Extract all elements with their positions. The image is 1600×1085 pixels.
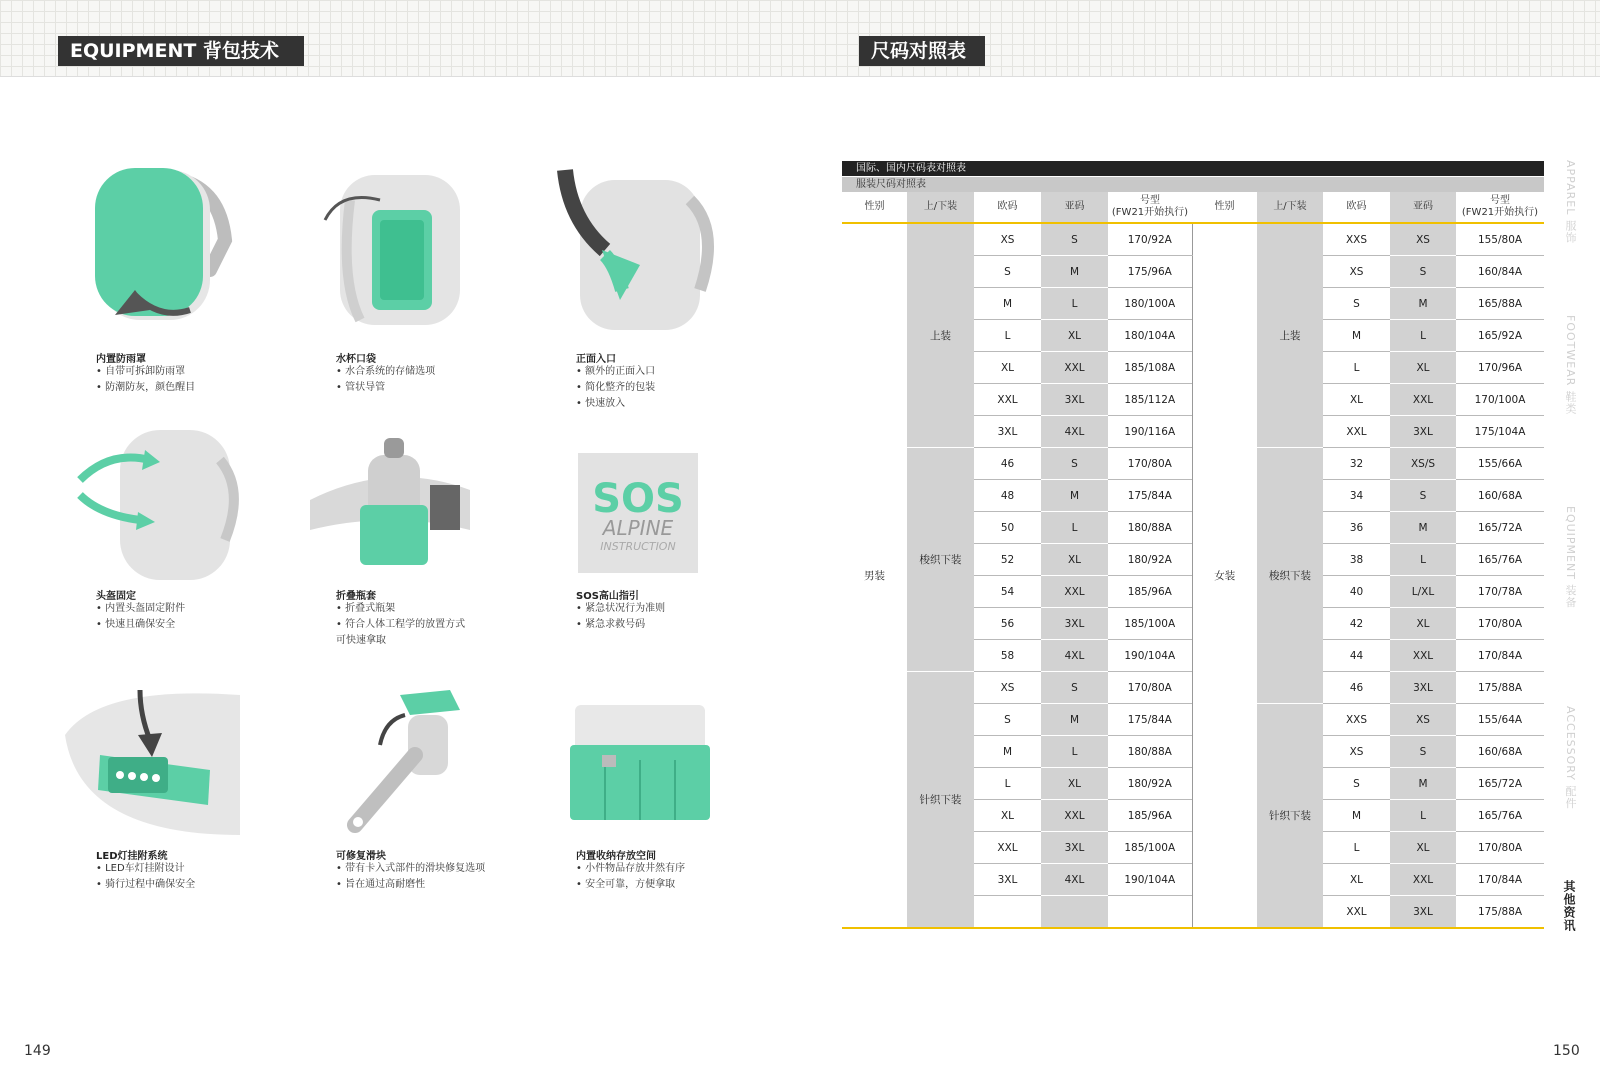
feature-title: 可修复滑块 xyxy=(336,851,386,862)
feature-point: • 内置头盔固定附件 xyxy=(96,603,186,614)
col-model-label: 号型 xyxy=(1140,195,1160,206)
feature-title: 内置防雨罩 xyxy=(96,354,146,365)
model-cell: 185/108A xyxy=(1108,352,1192,384)
eu-size-cell: L xyxy=(1323,352,1390,384)
asia-size-cell: L/XL xyxy=(1390,576,1456,608)
model-cell: 170/84A xyxy=(1456,864,1544,896)
feature-title: LED灯挂附系统 xyxy=(96,851,168,862)
eu-size-cell: M xyxy=(1323,320,1390,352)
asia-size-cell: XXL xyxy=(1041,576,1108,608)
eu-size-cell: 58 xyxy=(974,640,1041,672)
zipper-slider-icon xyxy=(300,685,490,845)
asia-size-cell: M xyxy=(1390,768,1456,800)
model-cell: 185/112A xyxy=(1108,384,1192,416)
asia-size-cell: L xyxy=(1390,800,1456,832)
eu-size-cell: 42 xyxy=(1323,608,1390,640)
model-cell xyxy=(1108,896,1192,929)
asia-size-cell: 3XL xyxy=(1041,832,1108,864)
asia-size-cell: XL xyxy=(1041,320,1108,352)
feature-points xyxy=(336,861,485,893)
asia-size-cell: 4XL xyxy=(1041,640,1108,672)
eu-size-cell: XL xyxy=(974,352,1041,384)
feature-points xyxy=(96,861,195,893)
eu-size-cell: S xyxy=(974,704,1041,736)
model-cell: 165/92A xyxy=(1456,320,1544,352)
eu-size-cell: 3XL xyxy=(974,864,1041,896)
feature-point: • 管状导管 xyxy=(336,382,386,393)
asia-size-cell: XXL xyxy=(1390,384,1456,416)
model-cell: 165/88A xyxy=(1456,288,1544,320)
size-chart xyxy=(842,161,1544,929)
feature-point: • 符合人体工程学的放置方式 xyxy=(336,619,466,630)
eu-size-cell: 40 xyxy=(1323,576,1390,608)
asia-size-cell: XL xyxy=(1390,608,1456,640)
asia-size-cell: XL xyxy=(1390,352,1456,384)
eu-size-cell: M xyxy=(974,736,1041,768)
model-cell: 190/104A xyxy=(1108,864,1192,896)
left-page-title: EQUIPMENT 背包技术 xyxy=(58,36,304,66)
feature-title: 头盔固定 xyxy=(96,591,136,602)
eu-size-cell: S xyxy=(1323,288,1390,320)
model-cell: 165/72A xyxy=(1456,768,1544,800)
size-chart-heading: 国际、国内尺码表对照表 xyxy=(842,161,1544,176)
asia-size-cell: 3XL xyxy=(1390,672,1456,704)
category-cell: 上装 xyxy=(907,223,974,448)
size-table xyxy=(842,192,1544,929)
eu-size-cell: XL xyxy=(974,800,1041,832)
model-cell: 155/66A xyxy=(1456,448,1544,480)
feature-point: • 快速放入 xyxy=(576,398,626,409)
eu-size-cell: 50 xyxy=(974,512,1041,544)
col-top-bottom: 上/下装 xyxy=(1257,192,1323,223)
feature-title: 水杯口袋 xyxy=(336,354,376,365)
table-row xyxy=(842,223,1544,256)
model-cell: 170/80A xyxy=(1108,448,1192,480)
eu-size-cell: 32 xyxy=(1323,448,1390,480)
eu-size-cell: M xyxy=(974,288,1041,320)
eu-size-cell: 34 xyxy=(1323,480,1390,512)
model-cell: 175/88A xyxy=(1456,672,1544,704)
model-cell: 170/96A xyxy=(1456,352,1544,384)
asia-size-cell: 4XL xyxy=(1041,864,1108,896)
col-model-label: 号型 xyxy=(1490,195,1510,206)
asia-size-cell: L xyxy=(1390,320,1456,352)
model-cell: 180/104A xyxy=(1108,320,1192,352)
asia-size-cell: S xyxy=(1041,448,1108,480)
feature-point: • 安全可靠，方便拿取 xyxy=(576,879,676,890)
asia-size-cell: M xyxy=(1041,480,1108,512)
model-cell: 160/68A xyxy=(1456,480,1544,512)
feature-point: • 自带可拆卸防雨罩 xyxy=(96,366,186,377)
asia-size-cell: M xyxy=(1390,288,1456,320)
feature-points xyxy=(336,364,435,396)
organizer-pocket-icon xyxy=(540,685,730,845)
front-access-arrow-icon xyxy=(540,160,730,340)
feature-point: • 旨在通过高耐磨性 xyxy=(336,879,426,890)
model-cell: 185/96A xyxy=(1108,576,1192,608)
size-table-header-row xyxy=(842,192,1544,223)
model-cell: 170/84A xyxy=(1456,640,1544,672)
led-light-icon xyxy=(60,685,250,845)
asia-size-cell: L xyxy=(1041,736,1108,768)
eu-size-cell: 46 xyxy=(974,448,1041,480)
asia-size-cell: XXL xyxy=(1390,640,1456,672)
asia-size-cell: XL xyxy=(1041,544,1108,576)
feature-title: SOS高山指引 xyxy=(576,591,639,602)
asia-size-cell: XXL xyxy=(1390,864,1456,896)
eu-size-cell: XXL xyxy=(974,384,1041,416)
feature-repairable-slider xyxy=(300,685,530,955)
col-model xyxy=(1108,192,1192,223)
model-cell: 170/80A xyxy=(1456,832,1544,864)
model-cell: 185/100A xyxy=(1108,832,1192,864)
hydration-bag-icon xyxy=(300,160,490,340)
bottle-holder-icon xyxy=(300,420,490,590)
eu-size-cell: L xyxy=(974,768,1041,800)
feature-front-access xyxy=(540,160,770,430)
asia-size-cell: XXL xyxy=(1041,800,1108,832)
model-cell: 165/76A xyxy=(1456,544,1544,576)
model-cell: 180/100A xyxy=(1108,288,1192,320)
eu-size-cell: XXS xyxy=(1323,704,1390,736)
model-cell: 155/64A xyxy=(1456,704,1544,736)
model-cell: 185/100A xyxy=(1108,608,1192,640)
eu-size-cell: XXS xyxy=(1323,223,1390,256)
model-cell: 170/78A xyxy=(1456,576,1544,608)
feature-sos-alpine xyxy=(540,420,770,690)
asia-size-cell: S xyxy=(1041,672,1108,704)
asia-size-cell: L xyxy=(1041,512,1108,544)
feature-points xyxy=(576,861,685,893)
model-cell: 180/88A xyxy=(1108,736,1192,768)
sos-alpine-logo-icon xyxy=(540,420,730,590)
feature-led-system xyxy=(60,685,290,955)
model-cell: 180/92A xyxy=(1108,544,1192,576)
model-cell: 175/104A xyxy=(1456,416,1544,448)
feature-helmet-holder xyxy=(60,420,290,690)
size-chart-subheading: 服装尺码对照表 xyxy=(842,177,1544,192)
feature-bottle-holder xyxy=(300,420,530,690)
asia-size-cell: 3XL xyxy=(1390,896,1456,929)
col-gender: 性别 xyxy=(842,192,907,223)
eu-size-cell: 38 xyxy=(1323,544,1390,576)
model-cell: 185/96A xyxy=(1108,800,1192,832)
asia-size-cell: XS xyxy=(1390,223,1456,256)
model-cell: 160/84A xyxy=(1456,256,1544,288)
feature-point: • 防潮防灰，颜色醒目 xyxy=(96,382,196,393)
asia-size-cell: L xyxy=(1041,288,1108,320)
side-tab-accessory[interactable]: ACCESSORY 配件 xyxy=(1564,706,1577,810)
model-cell: 190/104A xyxy=(1108,640,1192,672)
model-cell: 170/92A xyxy=(1108,223,1192,256)
eu-size-cell: 48 xyxy=(974,480,1041,512)
right-page-title: 尺码对照表 xyxy=(859,36,985,66)
category-cell: 梭织下装 xyxy=(907,448,974,672)
asia-size-cell: S xyxy=(1390,480,1456,512)
side-tab-equipment[interactable]: EQUIPMENT 装备 xyxy=(1564,506,1577,609)
eu-size-cell: XS xyxy=(974,672,1041,704)
asia-size-cell: M xyxy=(1390,512,1456,544)
model-cell: 180/92A xyxy=(1108,768,1192,800)
eu-size-cell: L xyxy=(1323,832,1390,864)
col-eu-size: 欧码 xyxy=(974,192,1041,223)
eu-size-cell: XS xyxy=(1323,256,1390,288)
col-model-note: (FW21开始执行) xyxy=(1461,207,1539,218)
feature-point: • 简化整齐的包装 xyxy=(576,382,656,393)
feature-title: 内置收纳存放空间 xyxy=(576,851,656,862)
asia-size-cell: L xyxy=(1390,544,1456,576)
eu-size-cell: XS xyxy=(974,223,1041,256)
model-cell: 165/76A xyxy=(1456,800,1544,832)
side-tab-other-info[interactable]: 其他资讯 xyxy=(1562,880,1576,932)
model-cell: 170/80A xyxy=(1456,608,1544,640)
model-cell: 155/80A xyxy=(1456,223,1544,256)
feature-point: • 水合系统的存储选项 xyxy=(336,366,436,377)
col-eu-size: 欧码 xyxy=(1323,192,1390,223)
eu-size-cell: 56 xyxy=(974,608,1041,640)
feature-point: 可快速拿取 xyxy=(336,635,386,646)
model-cell: 175/84A xyxy=(1108,480,1192,512)
asia-size-cell: 3XL xyxy=(1390,416,1456,448)
asia-size-cell: S xyxy=(1390,736,1456,768)
feature-point: • 额外的正面入口 xyxy=(576,366,656,377)
asia-size-cell: XS xyxy=(1390,704,1456,736)
feature-points xyxy=(96,364,195,396)
eu-size-cell: 52 xyxy=(974,544,1041,576)
col-top-bottom: 上/下装 xyxy=(907,192,974,223)
eu-size-cell: XL xyxy=(1323,864,1390,896)
feature-point: • LED车灯挂附设计 xyxy=(96,863,185,874)
col-asia-size: 亚码 xyxy=(1041,192,1108,223)
sos-logo-alpine: ALPINE xyxy=(602,516,674,540)
asia-size-cell: 4XL xyxy=(1041,416,1108,448)
feature-organizer xyxy=(540,685,770,955)
asia-size-cell: XXL xyxy=(1041,352,1108,384)
feature-point: • 紧急求救号码 xyxy=(576,619,646,630)
feature-point: • 快速且确保安全 xyxy=(96,619,176,630)
feature-points xyxy=(336,601,465,649)
feature-points xyxy=(576,364,655,412)
feature-point: • 带有卡入式部件的滑块修复选项 xyxy=(336,863,486,874)
category-cell: 针织下装 xyxy=(907,672,974,929)
asia-size-cell: 3XL xyxy=(1041,384,1108,416)
page-number-right: 150 xyxy=(1553,1043,1580,1059)
feature-point: • 骑行过程中确保安全 xyxy=(96,879,196,890)
feature-title: 正面入口 xyxy=(576,354,616,365)
asia-size-cell: M xyxy=(1041,704,1108,736)
asia-size-cell: S xyxy=(1041,223,1108,256)
backpack-rain-cover-icon xyxy=(60,160,250,340)
gender-cell: 男装 xyxy=(864,570,885,582)
eu-size-cell: XXL xyxy=(974,832,1041,864)
gender-cell: 女装 xyxy=(1192,223,1257,928)
model-cell: 175/88A xyxy=(1456,896,1544,929)
col-model-note: (FW21开始执行) xyxy=(1111,207,1189,218)
feature-title: 折叠瓶套 xyxy=(336,591,376,602)
eu-size-cell: 36 xyxy=(1323,512,1390,544)
asia-size-cell xyxy=(1041,896,1108,929)
page-number-left: 149 xyxy=(24,1043,51,1059)
feature-points xyxy=(96,601,185,633)
feature-rain-cover xyxy=(60,160,290,430)
model-cell: 175/96A xyxy=(1108,256,1192,288)
category-cell: 针织下装 xyxy=(1257,704,1323,929)
feature-point: • 紧急状况行为准则 xyxy=(576,603,666,614)
col-gender: 性别 xyxy=(1192,192,1257,223)
side-tab-footwear[interactable]: FOOTWEAR 鞋类 xyxy=(1564,315,1577,415)
helmet-holder-icon xyxy=(60,420,250,590)
eu-size-cell: S xyxy=(1323,768,1390,800)
feature-points xyxy=(576,601,665,633)
eu-size-cell xyxy=(974,896,1041,929)
sos-logo-text: SOS xyxy=(592,476,684,522)
category-cell: 梭织下装 xyxy=(1257,448,1323,704)
eu-size-cell: S xyxy=(974,256,1041,288)
eu-size-cell: 54 xyxy=(974,576,1041,608)
model-cell: 165/72A xyxy=(1456,512,1544,544)
asia-size-cell: 3XL xyxy=(1041,608,1108,640)
asia-size-cell: S xyxy=(1390,256,1456,288)
eu-size-cell: XS xyxy=(1323,736,1390,768)
eu-size-cell: 3XL xyxy=(974,416,1041,448)
col-asia-size: 亚码 xyxy=(1390,192,1456,223)
asia-size-cell: XS/S xyxy=(1390,448,1456,480)
eu-size-cell: 44 xyxy=(1323,640,1390,672)
feature-hydration-pocket xyxy=(300,160,530,430)
eu-size-cell: 46 xyxy=(1323,672,1390,704)
asia-size-cell: XL xyxy=(1390,832,1456,864)
asia-size-cell: M xyxy=(1041,256,1108,288)
model-cell: 160/68A xyxy=(1456,736,1544,768)
model-cell: 175/84A xyxy=(1108,704,1192,736)
eu-size-cell: L xyxy=(974,320,1041,352)
eu-size-cell: XXL xyxy=(1323,416,1390,448)
eu-size-cell: M xyxy=(1323,800,1390,832)
sos-logo-instruction: INSTRUCTION xyxy=(600,540,676,553)
eu-size-cell: XXL xyxy=(1323,896,1390,929)
asia-size-cell: XL xyxy=(1041,768,1108,800)
feature-point: • 折叠式瓶架 xyxy=(336,603,396,614)
side-tab-apparel[interactable]: APPAREL 服饰 xyxy=(1564,160,1577,244)
eu-size-cell: XL xyxy=(1323,384,1390,416)
model-cell: 180/88A xyxy=(1108,512,1192,544)
model-cell: 170/100A xyxy=(1456,384,1544,416)
col-model xyxy=(1456,192,1544,223)
model-cell: 170/80A xyxy=(1108,672,1192,704)
feature-point: • 小件物品存放井然有序 xyxy=(576,863,686,874)
model-cell: 190/116A xyxy=(1108,416,1192,448)
category-cell: 上装 xyxy=(1257,223,1323,448)
